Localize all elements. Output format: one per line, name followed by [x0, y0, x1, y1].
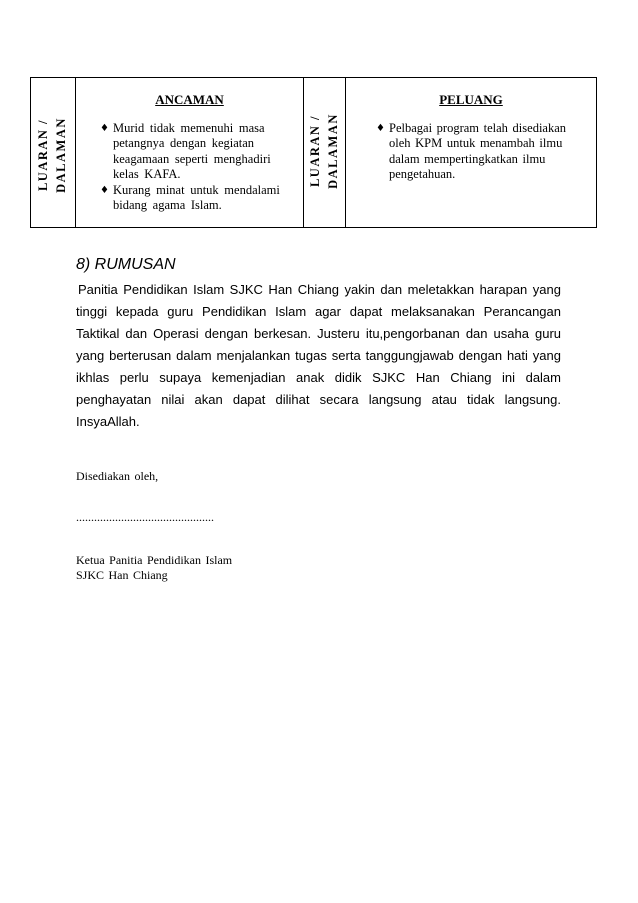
bullet-line: petangnya dengan kegiatan: [113, 136, 255, 151]
threats-heading: ANCAMAN: [155, 92, 224, 107]
paragraph-line: yang berterusan dalam menjalankan tugas serta tanggungjawab dengan hati yang: [76, 348, 561, 363]
signature-line: ..............................................: [76, 510, 214, 524]
opportunities-heading: PELUANG: [439, 92, 503, 107]
bullet-item: [100, 121, 280, 183]
diamond-bullet-icon: ♦: [376, 123, 385, 134]
paragraph-line: penghayatan nilai akan dapat dilihat secara langsung atau tidak langsung.: [76, 392, 561, 407]
side-label-line: DALAMAN: [326, 113, 340, 189]
threats-heading-row: [76, 92, 303, 108]
diamond-bullet-icon: ♦: [100, 184, 109, 196]
bullet-line: pengetahuan.: [389, 167, 456, 182]
bullet-item: [376, 121, 567, 183]
bullet-line: Pelbagai program telah disediakan: [389, 121, 567, 135]
side-label-left: [34, 110, 70, 200]
threats-list: [100, 121, 280, 213]
side-label-line: DALAMAN: [54, 117, 68, 193]
paragraph-line: Taktikal dan Operasi dengan berkesan. Justeru itu,pengorbanan dan usaha guru: [76, 326, 561, 341]
paragraph-line: tinggi kepada guru Pendidikan Islam agar dapat melaksanakan Perancangan: [76, 304, 561, 319]
bullet-line: dalam mempertingkatkan ilmu: [389, 151, 546, 166]
opportunities-cell: [345, 77, 597, 228]
summary-paragraph: [76, 279, 561, 433]
bullet-line: kelas KAFA.: [113, 167, 181, 182]
signer-title: Ketua Panitia Pendidikan Islam: [76, 553, 233, 567]
prepared-by-label: Disediakan oleh,: [76, 469, 159, 483]
paragraph-line: InsyaAllah.: [76, 414, 140, 429]
signer-block: [76, 553, 232, 583]
signer-school: SJKC Han Chiang: [76, 568, 168, 582]
paragraph-line: Panitia Pendidikan Islam SJKC Han Chiang yakin dan meletakkan harapan yang: [78, 282, 561, 297]
bullet-line: Murid tidak memenuhi masa: [113, 121, 265, 135]
threats-cell: [75, 77, 304, 228]
section-heading: 8) RUMUSAN: [76, 256, 176, 273]
side-label-middle: [306, 106, 342, 196]
opportunities-list: [376, 121, 567, 183]
bullet-item: [100, 182, 280, 214]
bullet-line: oleh KPM untuk menambah ilmu: [389, 136, 563, 151]
bullet-line: keagamaan seperti menghadiri: [113, 151, 271, 166]
diamond-bullet-icon: ♦: [100, 123, 109, 134]
paragraph-line: ikhlas perlu supaya kemenjadian anak didik SJKC Han Chiang ini dalam: [76, 370, 561, 385]
bullet-line: Kurang minat untuk mendalami: [113, 182, 280, 197]
bullet-line: bidang agama Islam.: [113, 198, 222, 213]
side-label-line: LUARAN /: [308, 114, 322, 188]
side-label-line: LUARAN /: [36, 118, 50, 192]
opportunities-heading-row: [346, 92, 596, 108]
